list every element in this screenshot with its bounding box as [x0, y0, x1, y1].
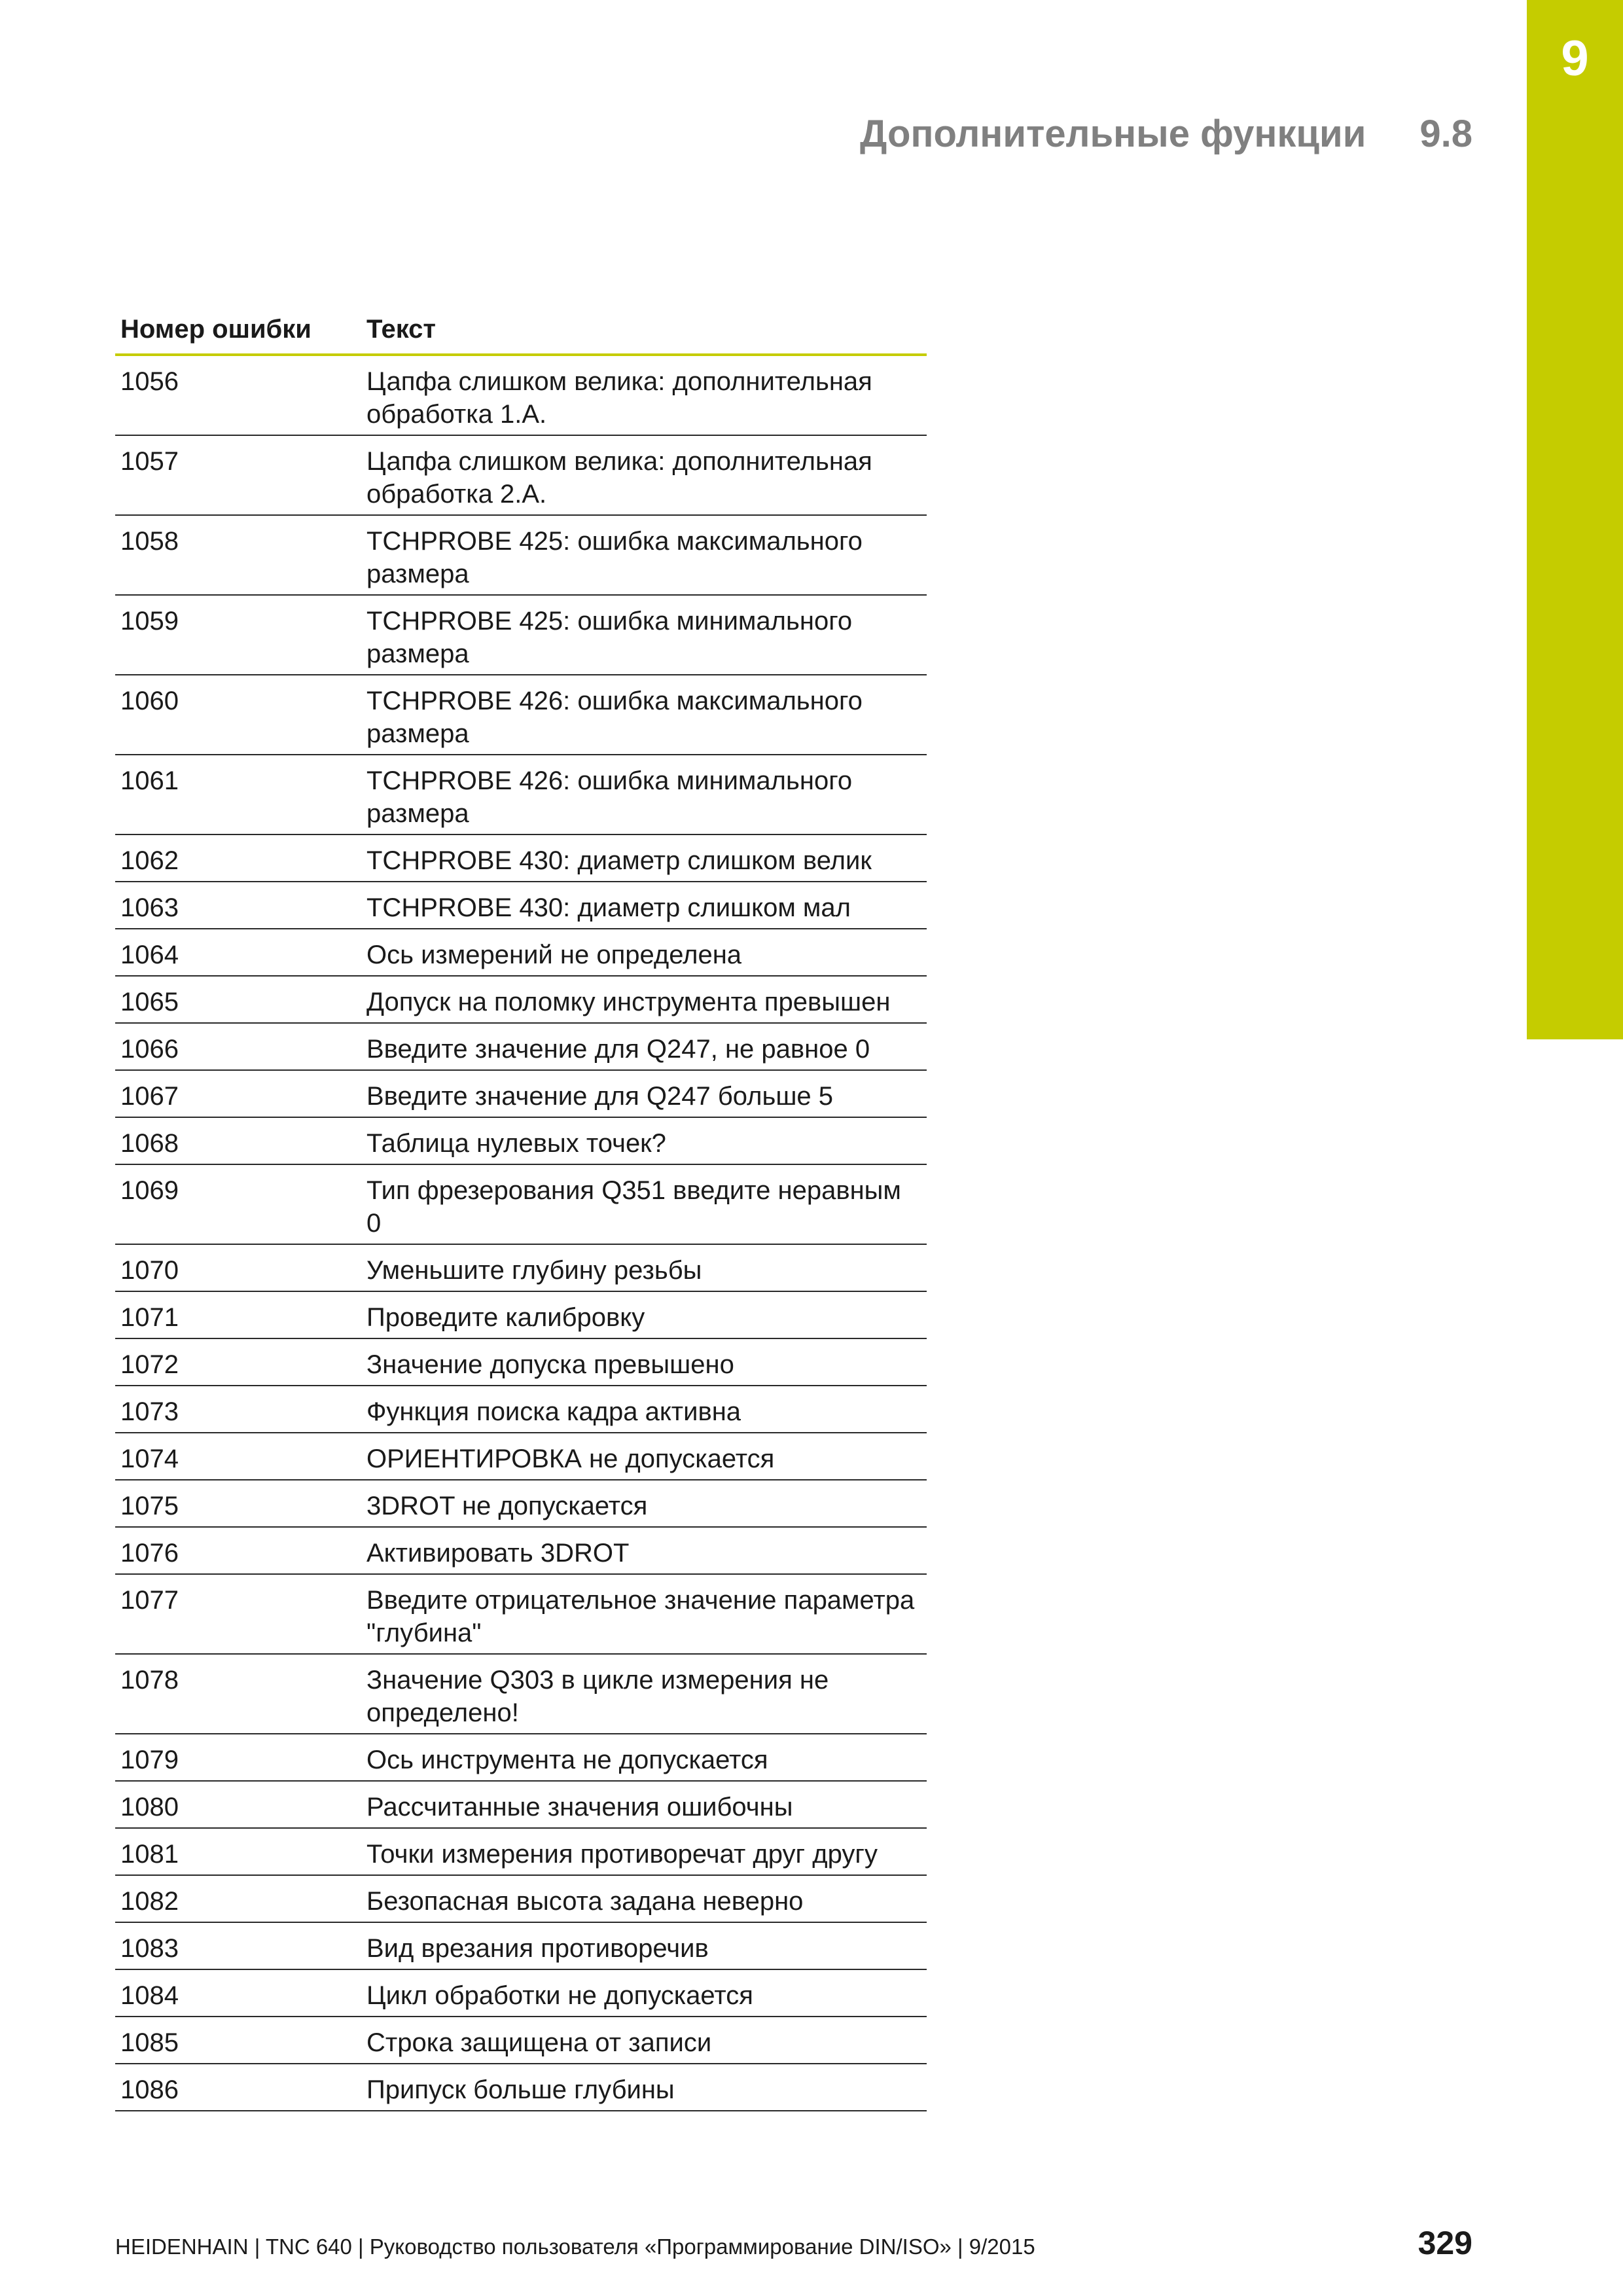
- error-number-cell: 1084: [115, 1969, 361, 2017]
- table-row: [115, 1338, 927, 1386]
- table-row: [115, 755, 927, 834]
- error-number-cell: 1066: [115, 1023, 361, 1070]
- error-table: [115, 310, 927, 2111]
- error-number-cell: 1077: [115, 1574, 361, 1654]
- table-row: [115, 1734, 927, 1781]
- error-number-cell: 1063: [115, 882, 361, 929]
- error-text-cell: TCHPROBE 425: ошибка максимального размера: [361, 515, 927, 595]
- footer-text: HEIDENHAIN | TNC 640 | Руководство пользователя «Программирование DIN/ISO» | 9/2015: [115, 2234, 1035, 2259]
- error-text-cell: Рассчитанные значения ошибочны: [361, 1781, 927, 1828]
- error-number-cell: 1079: [115, 1734, 361, 1781]
- table-row: [115, 1244, 927, 1291]
- error-number-cell: 1085: [115, 2017, 361, 2064]
- error-number-cell: 1068: [115, 1117, 361, 1164]
- table-row: [115, 1828, 927, 1875]
- error-text-cell: Таблица нулевых точек?: [361, 1117, 927, 1164]
- table-row: [115, 1574, 927, 1654]
- error-number-cell: 1083: [115, 1922, 361, 1969]
- table-row: [115, 515, 927, 595]
- chapter-number: 9: [1561, 31, 1589, 86]
- table-row: [115, 1386, 927, 1433]
- page-number: 329: [1418, 2225, 1472, 2261]
- table-row: [115, 355, 927, 435]
- error-number-cell: 1057: [115, 435, 361, 515]
- error-text-cell: Строка защищена от записи: [361, 2017, 927, 2064]
- section-title: Дополнительные функции: [859, 113, 1366, 155]
- error-number-cell: 1073: [115, 1386, 361, 1433]
- table-row: [115, 2064, 927, 2111]
- error-number-cell: 1069: [115, 1164, 361, 1244]
- error-text-cell: Введите значение для Q247 больше 5: [361, 1070, 927, 1117]
- error-number-cell: 1075: [115, 1480, 361, 1527]
- error-text-cell: Цапфа слишком велика: дополнительная обработка 2.A.: [361, 435, 927, 515]
- error-number-cell: 1082: [115, 1875, 361, 1922]
- error-text-cell: TCHPROBE 426: ошибка максимального размера: [361, 675, 927, 755]
- error-text-cell: TCHPROBE 430: диаметр слишком велик: [361, 834, 927, 882]
- error-number-cell: 1080: [115, 1781, 361, 1828]
- table-row: [115, 1070, 927, 1117]
- table-row: [115, 2017, 927, 2064]
- error-number-cell: 1062: [115, 834, 361, 882]
- error-text-cell: Значение Q303 в цикле измерения не определено!: [361, 1654, 927, 1734]
- error-number-cell: 1065: [115, 976, 361, 1023]
- table-row: [115, 675, 927, 755]
- error-number-cell: 1058: [115, 515, 361, 595]
- error-number-cell: 1072: [115, 1338, 361, 1386]
- table-row: [115, 834, 927, 882]
- table-row: [115, 1922, 927, 1969]
- error-text-cell: TCHPROBE 425: ошибка минимального размера: [361, 595, 927, 675]
- table-row: [115, 882, 927, 929]
- error-number-cell: 1056: [115, 355, 361, 435]
- chapter-tab: [1527, 0, 1623, 1039]
- table-row: [115, 1291, 927, 1338]
- error-text-cell: ОРИЕНТИРОВКА не допускается: [361, 1433, 927, 1480]
- error-text-cell: Цикл обработки не допускается: [361, 1969, 927, 2017]
- table-row: [115, 1117, 927, 1164]
- table-row: [115, 929, 927, 976]
- error-text-cell: Ось инструмента не допускается: [361, 1734, 927, 1781]
- error-text-cell: Проведите калибровку: [361, 1291, 927, 1338]
- table-row: [115, 1433, 927, 1480]
- table-row: [115, 1969, 927, 2017]
- error-text-cell: Введите значение для Q247, не равное 0: [361, 1023, 927, 1070]
- error-number-cell: 1059: [115, 595, 361, 675]
- error-number-cell: 1078: [115, 1654, 361, 1734]
- error-number-cell: 1064: [115, 929, 361, 976]
- error-text-cell: TCHPROBE 430: диаметр слишком мал: [361, 882, 927, 929]
- error-number-cell: 1061: [115, 755, 361, 834]
- error-text-cell: TCHPROBE 426: ошибка минимального размера: [361, 755, 927, 834]
- page-header: [860, 115, 1472, 153]
- table-row: [115, 1781, 927, 1828]
- error-number-cell: 1074: [115, 1433, 361, 1480]
- error-number-cell: 1071: [115, 1291, 361, 1338]
- table-row: [115, 1164, 927, 1244]
- error-text-cell: Припуск больше глубины: [361, 2064, 927, 2111]
- column-header-text: Текст: [361, 310, 927, 355]
- error-number-cell: 1081: [115, 1828, 361, 1875]
- error-text-cell: 3DROT не допускается: [361, 1480, 927, 1527]
- error-number-cell: 1070: [115, 1244, 361, 1291]
- error-number-cell: 1086: [115, 2064, 361, 2111]
- table-row: [115, 976, 927, 1023]
- error-text-cell: Значение допуска превышено: [361, 1338, 927, 1386]
- table-row: [115, 1527, 927, 1574]
- error-text-cell: Цапфа слишком велика: дополнительная обработка 1.A.: [361, 355, 927, 435]
- error-number-cell: 1076: [115, 1527, 361, 1574]
- error-text-cell: Вид врезания противоречив: [361, 1922, 927, 1969]
- error-text-cell: Безопасная высота задана неверно: [361, 1875, 927, 1922]
- error-text-cell: Введите отрицательное значение параметра "глубина": [361, 1574, 927, 1654]
- table-row: [115, 435, 927, 515]
- table-row: [115, 1023, 927, 1070]
- table-row: [115, 1654, 927, 1734]
- section-number: 9.8: [1419, 113, 1472, 155]
- error-text-cell: Точки измерения противоречат друг другу: [361, 1828, 927, 1875]
- error-text-cell: Активировать 3DROT: [361, 1527, 927, 1574]
- error-text-cell: Ось измерений не определена: [361, 929, 927, 976]
- error-number-cell: 1067: [115, 1070, 361, 1117]
- table-row: [115, 1875, 927, 1922]
- table-row: [115, 1480, 927, 1527]
- table-body: [115, 355, 927, 2111]
- error-text-cell: Допуск на поломку инструмента превышен: [361, 976, 927, 1023]
- error-number-cell: 1060: [115, 675, 361, 755]
- column-header-error-number: Номер ошибки: [115, 310, 361, 355]
- error-text-cell: Функция поиска кадра активна: [361, 1386, 927, 1433]
- error-text-cell: Тип фрезерования Q351 введите неравным 0: [361, 1164, 927, 1244]
- table-header-row: [115, 310, 927, 355]
- table-row: [115, 595, 927, 675]
- error-text-cell: Уменьшите глубину резьбы: [361, 1244, 927, 1291]
